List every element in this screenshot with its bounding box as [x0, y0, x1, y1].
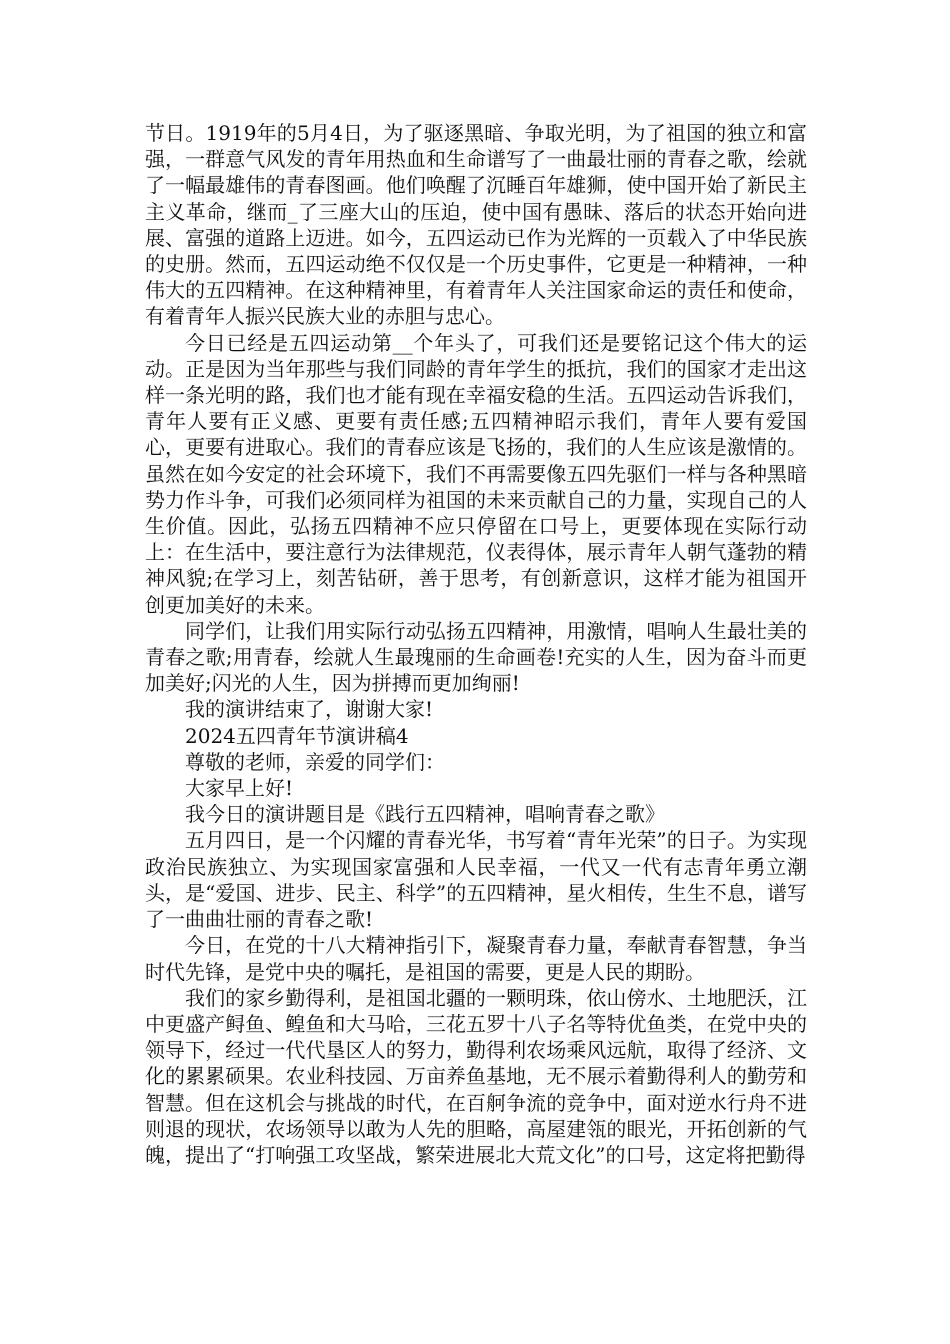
paragraph-hometown: 我们的家乡勤得利，是祖国北疆的一颗明珠，依山傍水、土地肥沃，江中更盛产鲟鱼、鳇鱼和大马哈，三花五罗十八子名等特优鱼类，在党中央的领导下，经过一代代垦区人的努力，勤得利农场乘风远航，取得了经济、文化的累累硕果。农业科技园、万亩养鱼基地，无不展示着勤得利人的勤劳和智慧。但在这机会与挑战的时代，在百舸争流的竞争中，面对逆水行舟不进则退的现状，农场领导以敢为人先的胆略，高屋建瓴的眼光，开拓创新的气魄，提出了“打响强工攻坚战，繁荣进展北大荒文化”的口号，这定将把勤得	[145, 985, 807, 1167]
salutation: 尊敬的老师，亲爱的同学们：	[185, 749, 445, 774]
closing-line: 我的演讲结束了，谢谢大家!	[185, 697, 434, 722]
paragraph-may-fourth: 五月四日，是一个闪耀的青春光华，书写着“青年光荣”的日子。为实现政治民族独立、为实现国家富强和人民幸福，一代又一代有志青年勇立潮头，是“爱国、进步、民主、科学”的五四精神，星火相传，生生不息，谱写了一曲曲壮丽的青春之歌!	[145, 828, 807, 932]
document-page	[145, 120, 807, 1168]
paragraph-today: 今日，在党的十八大精神指引下，凝聚青春力量，奉献青春智慧，争当时代先锋，是党中央的嘱托，是祖国的需要，更是人民的期盼。	[145, 933, 807, 984]
paragraph-continuation: 节日。1919年的5月4日，为了驱逐黑暗、争取光明，为了祖国的独立和富强，一群意气风发的青年用热血和生命谱写了一曲最壮丽的青春之歌，绘就了一幅最雄伟的青春图画。他们唤醒了沉睡百年雄狮，使中国开始了新民主主义革命，继而_了三座大山的压迫，使中国有愚昧、落后的状态开始向进展、富强的道路上迈进。如今，五四运动已作为光辉的一页载入了中华民族的史册。然而，五四运动绝不仅仅是一个历史事件，它更是一种精神，一种伟大的五四精神。在这种精神里，有着青年人关注国家命运的责任和使命，有着青年人振兴民族大业的赤胆与忠心。	[145, 121, 807, 329]
greeting: 大家早上好!	[185, 776, 294, 801]
section-title: 2024五四青年节演讲稿4	[185, 723, 409, 748]
speech-topic: 我今日的演讲题目是《践行五四精神，唱响青春之歌》	[185, 802, 665, 827]
paragraph-may-fourth-anniversary: 今日已经是五四运动第__个年头了，可我们还是要铭记这个伟大的运动。正是因为当年那些与我们同龄的青年学生的抵抗，我们的国家才走出这样一条光明的路，我们也才能有现在幸福安稳的生活。五四运动告诉我们，青年人要有正义感、更要有责任感;五四精神昭示我们，青年人要有爱国心，更要有进取心。我们的青春应该是飞扬的，我们的人生应该是激情的。虽然在如今安定的社会环境下，我们不再需要像五四先驱们一样与各种黑暗势力作斗争，可我们必须同样为祖国的未来贡献自己的力量，实现自己的人生价值。因此，弘扬五四精神不应只停留在口号上，更要体现在实际行动上：在生活中，要注意行为法律规范，仪表得体，展示青年人朝气蓬勃的精神风貌;在学习上，刻苦钻研，善于思考，有创新意识，这样才能为祖国开创更加美好的未来。	[145, 330, 807, 617]
paragraph-call-to-action: 同学们，让我们用实际行动弘扬五四精神，用激情，唱响人生最壮美的青春之歌;用青春，绘就人生最瑰丽的生命画卷!充实的人生，因为奋斗而更加美好;闪光的人生，因为拼搏而更加绚丽!	[145, 618, 807, 696]
